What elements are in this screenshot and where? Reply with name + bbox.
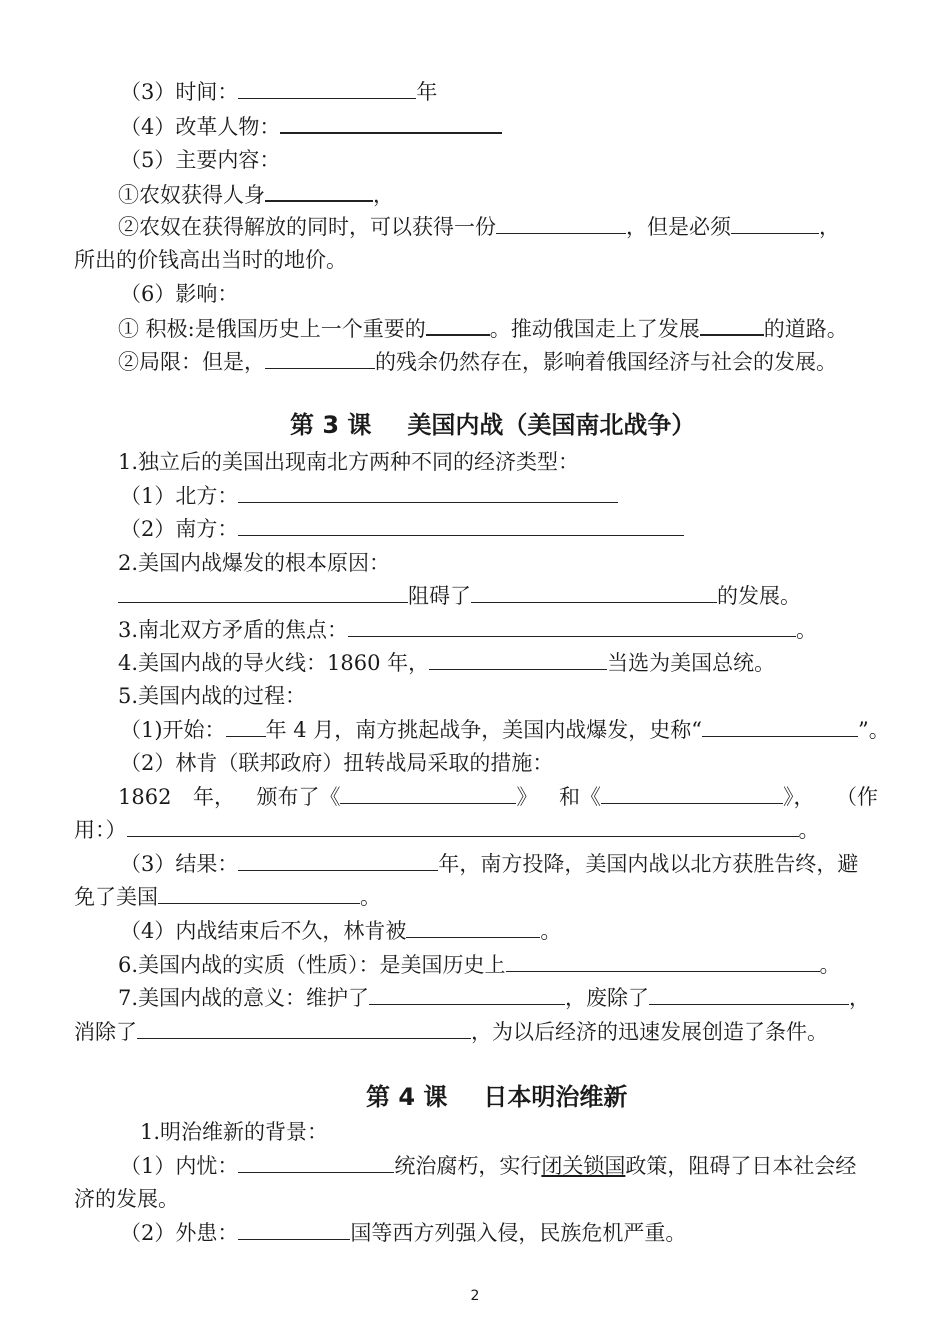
l3-q1-south: （2）南方： <box>120 515 684 543</box>
answer-blank[interactable] <box>506 951 820 972</box>
l4-q1-1-cont: 济的发展。 <box>74 1187 179 1211</box>
answer-blank[interactable] <box>340 783 516 804</box>
l3-q5-1: （1)开始： 年 4 月，南方挑起战争，美国内战爆发，史称“ ”。 <box>120 718 890 742</box>
l3-q2-answer: 阻碍了 的发展。 <box>118 582 801 610</box>
l3-q2: 2.美国内战爆发的根本原因： <box>118 551 391 575</box>
l3-q6: 6.美国内战的实质（性质）：是美国历史上 。 <box>118 953 841 977</box>
answer-blank[interactable] <box>118 582 408 603</box>
l3-q5-2-measures: 1862 年， 颁布了《 》 和《 》， （作 <box>118 785 878 809</box>
answer-blank[interactable] <box>238 1219 350 1240</box>
answer-blank[interactable] <box>280 112 502 134</box>
page-number: 2 <box>470 1288 480 1304</box>
answer-blank[interactable] <box>238 515 684 536</box>
l2-item3: （3）时间： 年 <box>120 80 438 104</box>
answer-blank[interactable] <box>702 716 858 737</box>
answer-blank[interactable] <box>348 616 796 637</box>
answer-blank[interactable] <box>649 984 849 1005</box>
answer-blank[interactable] <box>158 883 360 904</box>
answer-blank[interactable] <box>700 314 764 336</box>
l2-item4: （4）改革人物： <box>120 112 502 141</box>
answer-blank[interactable] <box>429 649 607 670</box>
l2-content-1: ①农奴获得人身 ， <box>118 180 394 209</box>
answer-blank[interactable] <box>496 213 626 234</box>
answer-blank[interactable] <box>265 180 373 202</box>
answer-blank[interactable] <box>265 348 375 369</box>
l4-q1: 1.明治维新的背景： <box>140 1120 329 1144</box>
answer-blank[interactable] <box>238 850 438 871</box>
l3-q4: 4.美国内战的导火线：1860 年， 当选为美国总统。 <box>118 651 776 675</box>
answer-blank[interactable] <box>238 78 416 99</box>
l3-q5: 5.美国内战的过程： <box>118 684 307 708</box>
l3-q3: 3.南北双方矛盾的焦点： 。 <box>118 618 818 642</box>
lesson3-title: 第 3 课 美国内战（美国南北战争） <box>290 411 696 439</box>
answer-blank[interactable] <box>369 984 565 1005</box>
l3-q7: 7.美国内战的意义：维护了 ，废除了 ， <box>118 986 871 1010</box>
l3-q5-3-cont: 免了美国 。 <box>74 885 381 909</box>
l3-q5-2: （2）林肯（联邦政府）扭转战局采取的措施： <box>120 751 554 775</box>
answer-blank[interactable] <box>601 783 783 804</box>
answer-blank[interactable] <box>226 716 266 737</box>
l2-impact-1: ① 积极:是俄国历史上一个重要的 。推动俄国走上了发展 的道路。 <box>118 314 848 343</box>
l2-content-2-cont: 所出的价钱高出当时的地价。 <box>74 248 347 272</box>
answer-blank[interactable] <box>238 1152 394 1173</box>
lesson4-title: 第 4 课 日本明治维新 <box>366 1083 628 1111</box>
l3-q5-3: （3）结果： 年，南方投降，美国内战以北方获胜告终，避 <box>120 852 859 876</box>
answer-blank[interactable] <box>127 816 799 837</box>
l2-item6: （6）影响： <box>120 282 239 306</box>
l4-q1-2: （2）外患： 国等西方列强入侵，民族危机严重。 <box>120 1221 687 1245</box>
answer-blank[interactable] <box>238 482 618 503</box>
l3-q5-2-effect: 用：） 。 <box>74 818 820 842</box>
l2-item5: （5）主要内容： <box>120 148 281 172</box>
answer-blank[interactable] <box>426 314 490 336</box>
answer-blank[interactable] <box>137 1018 471 1039</box>
answer-blank[interactable] <box>731 213 819 234</box>
l3-q1-north: （1）北方： <box>120 482 618 510</box>
l4-q1-1: （1）内忧： 统治腐朽，实行闭关锁国政策，阻碍了日本社会经 <box>120 1154 857 1178</box>
l3-q5-4: （4）内战结束后不久，林肯被 。 <box>120 919 562 943</box>
answer-blank[interactable] <box>471 582 717 603</box>
l2-content-2: ②农奴在获得解放的同时，可以获得一份 ，但是必须 ， <box>118 215 840 239</box>
l3-q7-cont: 消除了 ，为以后经济的迅速发展创造了条件。 <box>74 1020 828 1044</box>
l3-q1: 1.独立后的美国出现南北方两种不同的经济类型： <box>118 450 580 474</box>
l2-impact-2: ②局限：但是， 的残余仍然存在，影响着俄国经济与社会的发展。 <box>118 350 837 374</box>
answer-blank[interactable] <box>406 917 540 938</box>
